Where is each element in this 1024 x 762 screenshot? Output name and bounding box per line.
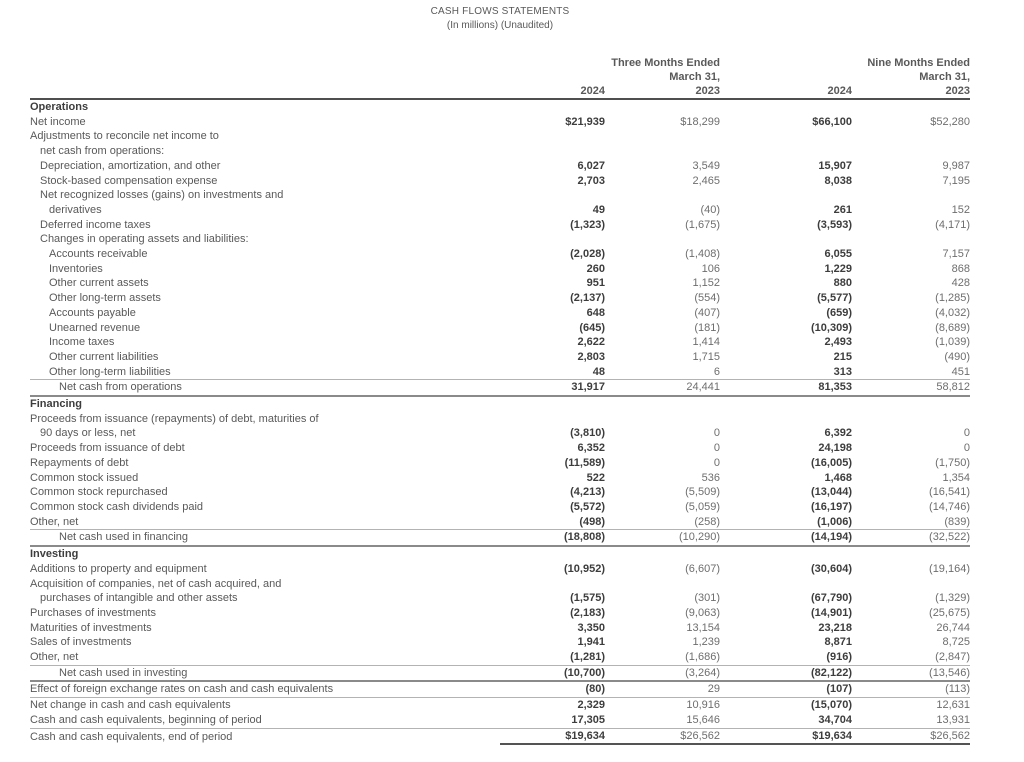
row-label: Accounts receivable (49, 248, 148, 261)
row-value-9me-2024: 313 (833, 365, 852, 378)
row-label: Net change in cash and cash equivalents (30, 699, 231, 712)
row-value-3me-2023: 0 (713, 456, 720, 469)
row-label: Net cash from operations (30, 380, 500, 396)
table-row (30, 665, 970, 681)
row-value-3me-2023: (5,509) (685, 486, 720, 499)
row-value-3me-2024: 2,803 (577, 350, 605, 363)
row-value-9me-2024: (67,790) (811, 592, 852, 605)
row-value-3me-2023 (605, 546, 720, 562)
row-value-9me-2024: (16,005) (811, 456, 852, 469)
period-group-row (30, 56, 970, 70)
three-months-date-header: March 31, (669, 71, 720, 83)
row-value-9me-2024: 6,055 (824, 248, 852, 261)
table-row (30, 500, 970, 515)
table-row (30, 591, 970, 606)
row-value-9me-2023: 58,812 (852, 380, 970, 396)
row-label: Changes in operating assets and liabilities: (40, 233, 249, 246)
row-value-9me-2023: 868 (951, 262, 971, 275)
table-row (30, 681, 970, 697)
row-value-9me-2023 (852, 546, 970, 562)
row-label: Other long-term liabilities (49, 365, 171, 378)
period-date-row (30, 70, 970, 84)
row-value-3me-2024: (1,281) (570, 651, 605, 664)
row-value-3me-2023: (1,408) (685, 248, 720, 261)
row-value-9me-2024: (14,901) (811, 606, 852, 619)
row-label: derivatives (49, 203, 102, 216)
table-row (30, 728, 970, 744)
table-row (30, 276, 970, 291)
table-row (30, 335, 970, 350)
row-label: Cash and cash equivalents, end of period (30, 730, 233, 743)
row-label: Sales of investments (30, 636, 132, 649)
row-value-3me-2024 (500, 144, 605, 159)
row-label: Income taxes (49, 336, 115, 349)
row-value-9me-2023 (852, 99, 970, 115)
header-spacer (30, 84, 500, 99)
document-header (30, 5, 970, 33)
row-value-9me-2023: 26,744 (936, 621, 971, 634)
row-value-9me-2023: $52,280 (930, 115, 971, 128)
row-value-3me-2024 (500, 546, 605, 562)
row-value-9me-2023: (25,675) (929, 606, 971, 619)
year-column-header-9me-2024: 2024 (720, 84, 852, 99)
table-row (30, 232, 970, 247)
row-value-3me-2023: 1,414 (692, 336, 720, 349)
row-label: purchases of intangible and other assets (40, 592, 238, 605)
row-value-9me-2024: 261 (833, 203, 852, 216)
row-value-9me-2024: 1,229 (824, 262, 852, 275)
row-label: Stock-based compensation expense (40, 174, 218, 187)
row-value-3me-2023: (5,059) (685, 500, 720, 513)
row-value-3me-2023: 2,465 (692, 174, 720, 187)
row-value-9me-2023: 0 (963, 442, 971, 455)
nine-months-date-header: March 31, (919, 71, 971, 83)
row-value-3me-2023: (1,686) (685, 651, 720, 664)
table-row (30, 426, 970, 441)
row-value-3me-2023: (554) (694, 292, 720, 305)
row-value-9me-2023: (14,746) (929, 500, 971, 513)
row-value-9me-2023 (852, 577, 970, 592)
row-label: Other current assets (49, 277, 149, 290)
row-value-9me-2024 (720, 129, 852, 144)
row-value-9me-2023: (13,546) (852, 665, 970, 681)
row-value-3me-2023: (181) (694, 321, 720, 334)
row-value-3me-2024: (5,572) (570, 500, 605, 513)
table-row (30, 635, 970, 650)
document-title: CASH FLOWS STATEMENTS (430, 6, 570, 17)
row-value-9me-2023: (1,750) (935, 456, 971, 469)
row-value-9me-2024: (14,194) (720, 530, 852, 546)
row-value-3me-2023: 13,154 (686, 621, 720, 634)
row-value-9me-2023: 9,987 (942, 159, 971, 172)
table-row (30, 321, 970, 336)
row-value-3me-2023: (258) (694, 515, 720, 528)
row-value-3me-2023 (605, 412, 720, 427)
row-value-3me-2023 (605, 129, 720, 144)
row-value-3me-2024: 648 (586, 306, 605, 319)
row-label: Purchases of investments (30, 606, 156, 619)
table-row (30, 188, 970, 203)
row-value-9me-2023: 7,195 (942, 174, 971, 187)
row-value-3me-2024: 3,350 (577, 621, 605, 634)
row-value-9me-2024: (916) (826, 651, 852, 664)
row-value-3me-2024: (10,700) (500, 665, 605, 681)
row-value-3me-2023: (1,675) (685, 218, 720, 231)
row-value-3me-2024: 2,703 (577, 174, 605, 187)
row-label: Repayments of debt (30, 456, 129, 469)
row-label: Common stock cash dividends paid (30, 500, 204, 513)
row-label: Deferred income taxes (40, 218, 151, 231)
row-value-9me-2023: (839) (944, 515, 971, 528)
row-value-9me-2024: $19,634 (720, 728, 852, 744)
row-value-9me-2024: $66,100 (812, 115, 852, 128)
row-value-9me-2023 (852, 188, 970, 203)
row-value-3me-2023: 10,916 (686, 699, 720, 712)
row-label: net cash from operations: (40, 145, 165, 158)
row-value-9me-2023: (32,522) (852, 530, 970, 546)
row-value-3me-2023 (605, 232, 720, 247)
row-value-9me-2023: 0 (963, 427, 971, 440)
table-row (30, 485, 970, 500)
row-value-9me-2023: (490) (944, 350, 971, 363)
row-value-3me-2024: (80) (500, 681, 605, 697)
table-row (30, 115, 970, 130)
row-value-3me-2024 (500, 396, 605, 412)
table-row (30, 441, 970, 456)
row-value-9me-2024: (16,197) (811, 500, 852, 513)
row-value-9me-2024 (720, 144, 852, 159)
row-value-3me-2024: 49 (592, 203, 605, 216)
row-value-9me-2023: (1,329) (935, 592, 971, 605)
table-row (30, 546, 970, 562)
row-value-3me-2024: 2,622 (577, 336, 605, 349)
row-label: Cash and cash equivalents, beginning of period (30, 713, 500, 728)
row-label: Acquisition of companies, net of cash acquired, and (30, 577, 282, 590)
row-value-3me-2023: (407) (694, 306, 720, 319)
row-value-3me-2024: (18,808) (500, 530, 605, 546)
row-value-3me-2024: $21,939 (565, 115, 605, 128)
row-label: Maturities of investments (30, 621, 152, 634)
row-value-3me-2024 (500, 577, 605, 592)
row-value-3me-2023: 24,441 (605, 380, 720, 396)
row-label: Other, net (30, 651, 79, 664)
row-value-3me-2024: (10,952) (564, 562, 605, 575)
row-value-9me-2024: (15,070) (811, 699, 852, 712)
row-value-9me-2024 (720, 99, 852, 115)
row-value-9me-2024: (82,122) (720, 665, 852, 681)
row-value-9me-2024: 2,493 (824, 336, 852, 349)
row-value-3me-2024: (1,575) (570, 592, 605, 605)
table-row (30, 203, 970, 218)
row-label: Adjustments to reconcile net income to (30, 130, 219, 143)
row-value-9me-2023 (852, 396, 970, 412)
row-value-9me-2024: (3,593) (817, 218, 852, 231)
row-label: Proceeds from issuance of debt (30, 442, 185, 455)
row-label: Net cash used in financing (30, 530, 500, 546)
table-row (30, 456, 970, 471)
row-value-3me-2024: 48 (592, 365, 605, 378)
row-value-9me-2024: 8,871 (824, 636, 852, 649)
row-label: Unearned revenue (49, 321, 141, 334)
row-value-9me-2023: 1,354 (942, 471, 971, 484)
row-value-3me-2024: 522 (586, 471, 605, 484)
row-value-3me-2023: 1,715 (692, 350, 720, 363)
row-value-9me-2024: (13,044) (811, 486, 852, 499)
row-value-9me-2024: 23,218 (818, 621, 852, 634)
row-value-9me-2023: (4,032) (935, 306, 971, 319)
row-value-3me-2024: 6,027 (577, 159, 605, 172)
row-label: Other long-term assets (49, 292, 161, 305)
table-row (30, 262, 970, 277)
row-value-9me-2023 (852, 129, 970, 144)
row-value-9me-2023: 428 (951, 277, 971, 290)
table-row (30, 713, 970, 728)
row-value-9me-2024: 34,704 (720, 713, 852, 728)
statement-table-body (30, 99, 970, 744)
row-value-9me-2023: (16,541) (929, 486, 971, 499)
row-value-3me-2024: (1,323) (570, 218, 605, 231)
table-row (30, 621, 970, 636)
row-value-3me-2024: (11,589) (564, 456, 605, 469)
three-months-ended-header: Three Months Ended (611, 57, 720, 69)
row-value-9me-2023: 152 (951, 203, 971, 216)
row-value-3me-2023 (605, 99, 720, 115)
row-value-3me-2024 (500, 188, 605, 203)
row-value-9me-2024: 24,198 (818, 442, 852, 455)
row-value-9me-2023: 8,725 (942, 636, 971, 649)
row-value-9me-2023 (852, 232, 970, 247)
table-row (30, 174, 970, 189)
row-value-3me-2024: 260 (586, 262, 605, 275)
row-value-9me-2023 (852, 412, 970, 427)
row-value-9me-2023: 7,157 (942, 248, 971, 261)
row-value-9me-2024 (720, 577, 852, 592)
row-label: Additions to property and equipment (30, 562, 207, 575)
row-value-9me-2024 (720, 396, 852, 412)
row-value-9me-2024: (10,309) (811, 321, 852, 334)
row-value-9me-2024: 1,468 (824, 471, 852, 484)
table-row (30, 650, 970, 665)
row-value-3me-2024 (500, 129, 605, 144)
row-value-3me-2023: (301) (694, 592, 720, 605)
table-row (30, 515, 970, 530)
row-value-3me-2023: 6 (713, 365, 720, 378)
year-column-header-9me-2023: 2023 (852, 84, 970, 99)
row-value-3me-2023: (9,063) (685, 606, 720, 619)
header-spacer (30, 56, 500, 70)
table-header (30, 56, 970, 99)
row-value-3me-2024: 17,305 (500, 713, 605, 728)
row-value-3me-2023: 106 (701, 262, 720, 275)
row-value-9me-2024: 6,392 (824, 427, 852, 440)
row-value-3me-2024: 2,329 (577, 699, 605, 712)
row-value-9me-2023: $26,562 (852, 728, 970, 744)
row-value-9me-2024 (720, 546, 852, 562)
row-value-9me-2023: (19,164) (929, 562, 971, 575)
row-label: Other, net (30, 515, 79, 528)
row-value-9me-2024: 15,907 (818, 159, 852, 172)
row-value-9me-2024 (720, 232, 852, 247)
row-value-3me-2024 (500, 232, 605, 247)
table-row (30, 562, 970, 577)
row-label: Accounts payable (49, 306, 136, 319)
row-value-9me-2023: (8,689) (935, 321, 971, 334)
row-value-3me-2024: 951 (586, 277, 605, 290)
table-row (30, 412, 970, 427)
table-row (30, 99, 970, 115)
row-value-3me-2024: (645) (579, 321, 605, 334)
row-value-9me-2024: 215 (833, 350, 852, 363)
table-row (30, 291, 970, 306)
row-value-9me-2023: (1,285) (935, 292, 971, 305)
row-value-9me-2024: (30,604) (811, 562, 852, 575)
row-value-9me-2024: 81,353 (720, 380, 852, 396)
row-value-3me-2023: (6,607) (685, 562, 720, 575)
row-value-3me-2023: (3,264) (605, 665, 720, 681)
row-value-9me-2023: (113) (852, 681, 970, 697)
row-value-3me-2024: $19,634 (500, 728, 605, 744)
row-value-3me-2024: (3,810) (570, 427, 605, 440)
table-row (30, 577, 970, 592)
row-label: Other current liabilities (49, 350, 159, 363)
table-row (30, 159, 970, 174)
row-value-3me-2023: $26,562 (605, 728, 720, 744)
table-row (30, 471, 970, 486)
row-value-3me-2024: 6,352 (577, 442, 605, 455)
row-value-3me-2023 (605, 144, 720, 159)
table-row (30, 380, 970, 396)
row-value-9me-2024 (720, 188, 852, 203)
row-value-3me-2023: 0 (713, 442, 720, 455)
row-value-9me-2023: 451 (951, 365, 971, 378)
year-header-row (30, 84, 970, 99)
table-row (30, 698, 970, 713)
row-value-3me-2023: 3,549 (692, 159, 720, 172)
header-spacer (30, 70, 500, 84)
row-value-3me-2024 (500, 99, 605, 115)
row-label: 90 days or less, net (40, 427, 136, 440)
row-label: Common stock repurchased (30, 486, 168, 499)
row-value-3me-2024: (4,213) (570, 486, 605, 499)
row-value-3me-2023: 0 (713, 427, 720, 440)
row-value-9me-2024: (107) (720, 681, 852, 697)
row-label: Net recognized losses (gains) on investments and (40, 189, 284, 202)
year-column-header-3me-2024: 2024 (500, 84, 605, 99)
row-value-3me-2023 (605, 396, 720, 412)
table-row (30, 396, 970, 412)
row-value-9me-2024: 8,038 (824, 174, 852, 187)
cash-flows-table (30, 56, 970, 745)
nine-months-ended-header: Nine Months Ended (867, 57, 971, 69)
row-value-3me-2024: 1,941 (577, 636, 605, 649)
row-label: Depreciation, amortization, and other (40, 159, 221, 172)
row-value-9me-2024: (1,006) (817, 515, 852, 528)
row-value-3me-2023: (10,290) (605, 530, 720, 546)
table-row (30, 144, 970, 159)
row-label: Operations (30, 101, 89, 113)
row-label: Investing (30, 548, 79, 561)
row-label: Financing (30, 398, 82, 411)
row-value-3me-2023 (605, 577, 720, 592)
row-value-9me-2023 (852, 144, 970, 159)
table-row (30, 350, 970, 365)
row-value-3me-2023: 536 (701, 471, 720, 484)
row-value-9me-2023: (1,039) (935, 336, 971, 349)
row-label: Effect of foreign exchange rates on cash and cash equivalents (30, 681, 500, 697)
row-value-9me-2024: (659) (826, 306, 852, 319)
row-value-3me-2023 (605, 188, 720, 203)
row-value-3me-2023: (40) (700, 203, 720, 216)
table-row (30, 247, 970, 262)
row-value-9me-2023: 13,931 (852, 713, 970, 728)
row-value-3me-2023: 29 (605, 681, 720, 697)
row-value-3me-2024: 31,917 (500, 380, 605, 396)
document-subtitle: (In millions) (Unaudited) (446, 20, 554, 31)
row-value-9me-2023: (4,171) (935, 218, 971, 231)
row-value-3me-2023: 1,239 (692, 636, 720, 649)
row-label: Common stock issued (30, 471, 139, 484)
row-value-3me-2024: (2,183) (570, 606, 605, 619)
row-value-3me-2023: 15,646 (605, 713, 720, 728)
row-value-3me-2024: (2,137) (570, 292, 605, 305)
table-row (30, 365, 970, 380)
row-value-3me-2023: $18,299 (680, 115, 720, 128)
row-label: Inventories (49, 262, 103, 275)
row-value-9me-2024: 880 (833, 277, 852, 290)
row-value-9me-2024 (720, 412, 852, 427)
table-row (30, 129, 970, 144)
row-value-3me-2024: (498) (579, 515, 605, 528)
row-value-3me-2023: 1,152 (692, 277, 720, 290)
row-value-9me-2024: (5,577) (817, 292, 852, 305)
row-label: Net income (30, 115, 86, 128)
row-value-9me-2023: (2,847) (935, 651, 971, 664)
row-value-3me-2024 (500, 412, 605, 427)
row-label: Proceeds from issuance (repayments) of debt, maturities of (30, 412, 319, 425)
year-column-header-3me-2023: 2023 (605, 84, 720, 99)
table-row (30, 530, 970, 546)
row-value-9me-2023: 12,631 (936, 699, 971, 712)
table-row (30, 606, 970, 621)
table-row (30, 306, 970, 321)
row-value-3me-2024: (2,028) (570, 248, 605, 261)
table-row (30, 218, 970, 233)
row-label: Net cash used in investing (30, 665, 500, 681)
